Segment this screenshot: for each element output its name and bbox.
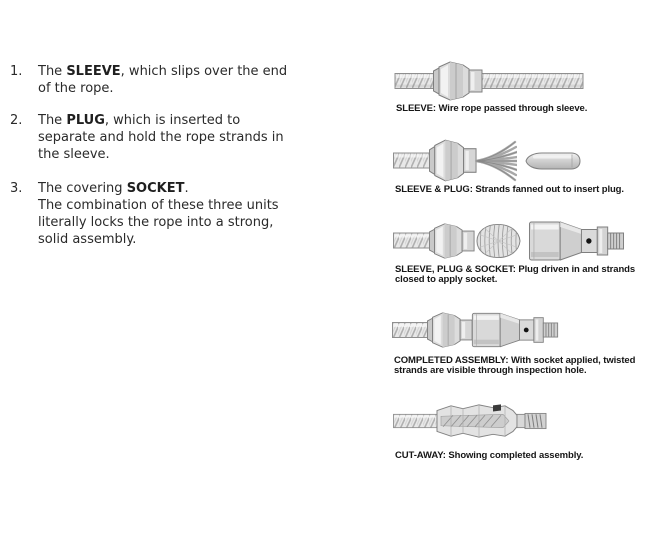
text-segment: of the rope.: [38, 81, 114, 96]
text-segment: , which is inserted to: [104, 113, 241, 128]
caption-lead: SLEEVE:: [396, 103, 436, 114]
item-number: 2.: [10, 113, 23, 128]
sleeve-plug-illustration: [393, 137, 593, 185]
caption-text: Wire rope passed through sleeve.: [438, 103, 588, 114]
figure-caption: [393, 451, 645, 461]
bold-term: SOCKET: [126, 181, 185, 196]
text-line: [38, 80, 287, 97]
figure-caption: [393, 185, 645, 195]
text-line: [38, 146, 284, 163]
item-number: 3.: [10, 181, 23, 196]
caption-text: Plug driven in and strands: [518, 264, 636, 275]
caption-line: [395, 450, 583, 461]
caption-lead: CUT-AWAY:: [395, 450, 446, 461]
text-line: [38, 63, 287, 80]
figure-sleeve-plug-socket: [393, 220, 645, 285]
text-segment: The combination of these three units: [38, 198, 279, 213]
item-text: [38, 112, 284, 163]
text-segment: literally locks the rope into a strong,: [38, 215, 274, 230]
text-segment: .: [184, 181, 189, 196]
bold-term: PLUG: [66, 113, 105, 128]
caption-line: [396, 103, 587, 114]
instruction-item-2: [10, 112, 340, 163]
caption-line: [395, 184, 624, 195]
caption-lead: SLEEVE & PLUG:: [395, 184, 473, 195]
text-line: [38, 129, 284, 146]
completed-assembly-illustration: [392, 310, 562, 350]
text-segment: solid assembly.: [38, 232, 137, 247]
text-segment: , which slips over the end: [120, 64, 288, 79]
caption-lead: COMPLETED ASSEMBLY:: [394, 355, 509, 366]
figure-sleeve: [394, 58, 646, 114]
figure-caption: [392, 356, 644, 376]
text-segment: the sleeve.: [38, 147, 110, 162]
text-line: [38, 112, 284, 129]
caption-text-line2: closed to apply socket.: [395, 274, 498, 285]
cut-away-illustration: [393, 402, 549, 440]
caption-lead: SLEEVE, PLUG & SOCKET:: [395, 264, 516, 275]
item-text: [38, 180, 279, 248]
text-line: [38, 197, 279, 214]
sleeve-plug-socket-illustration: [393, 220, 628, 262]
text-line: [38, 231, 279, 248]
item-text: [38, 63, 287, 97]
bold-term: SLEEVE: [66, 64, 121, 79]
instruction-item-1: [10, 63, 340, 97]
text-line: [38, 180, 279, 197]
text-segment: The: [38, 64, 67, 79]
caption-text: Strands fanned out to insert plug.: [475, 184, 624, 195]
figure-cut-away: [393, 402, 645, 461]
text-segment: The covering: [38, 181, 127, 196]
text-segment: separate and hold the rope strands in: [38, 130, 284, 145]
instruction-item-3: [10, 180, 340, 248]
figure-sleeve-plug: [393, 137, 645, 195]
figure-completed-assembly: [392, 310, 644, 376]
text-line: [38, 214, 279, 231]
figure-caption: [393, 265, 645, 285]
sleeve-illustration: [394, 58, 589, 104]
text-segment: The: [38, 113, 67, 128]
caption-text: With socket applied, twisted: [510, 355, 636, 366]
caption-text-line2: strands are visible through inspection hole.: [394, 365, 587, 376]
caption-text: Showing completed assembly.: [448, 450, 584, 461]
item-number: 1.: [10, 64, 23, 79]
figure-caption: [394, 104, 646, 114]
